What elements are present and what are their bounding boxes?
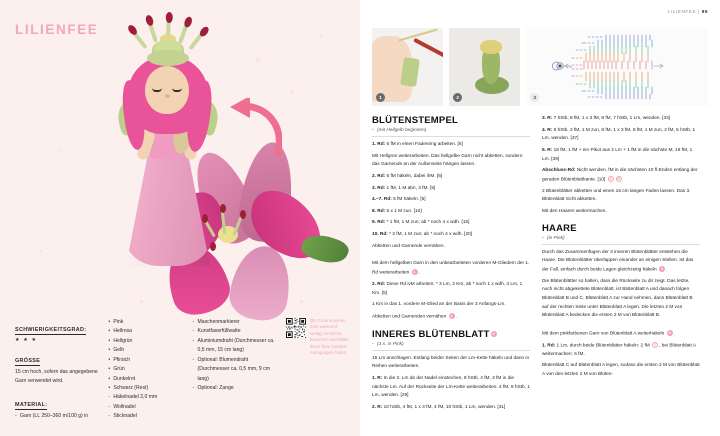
list-item: - Häkelnadel 2,0 mm xyxy=(108,393,183,402)
instruction-paragraph: 1. Rd: 1 Lm, durch beide Blütenblätter häkeln: 2 fM C , bei Blütenblatt A weitermachen: 6 fM. xyxy=(542,342,696,357)
instruction-body-bluetenstempel xyxy=(372,141,530,322)
instruction-paragraph: Mit den Haaren weitermachen. xyxy=(542,209,607,215)
qr-code-icon[interactable] xyxy=(286,318,306,338)
section-heading-inneres-bluetenblatt xyxy=(372,329,530,340)
list-item: • Gelb xyxy=(108,346,183,355)
divider xyxy=(372,350,530,351)
dress-shading xyxy=(126,146,210,266)
list-item: - Aluminiumdraht (Durchmesser ca. 0,5 mm, 15 cm lang) xyxy=(193,337,277,356)
section-heading-haare: HAARE xyxy=(542,222,577,234)
text-columns xyxy=(372,115,708,416)
folio-separator: | xyxy=(698,9,702,14)
instruction-paragraph: 1. R: In die 2. Lm ab der Nadel einstechen, 9 hStb, 4 fM, 3 fM in die nächste Lm. Auf der Rückseite der Lm-Kette weiterarbeiten. 4 fM, 9 hStb, 1 Lm, wenden. [29] xyxy=(372,376,530,399)
difficulty-label: SCHWIERIGKEITSGRAD: xyxy=(15,327,87,333)
size-text: 15 cm hoch, sofern das angegebene Garn verwendet wird. xyxy=(15,369,98,385)
list-item: • Pfirsich xyxy=(108,356,183,365)
list-item: - Optional: Zange xyxy=(193,384,277,393)
list-item: • Grün xyxy=(108,365,183,374)
instruction-paragraph: Abketten und Garnenden vernähen 2 . xyxy=(372,313,457,320)
instruction-paragraph: Durch das Zusammenfügen der 3 inneren Blütenblätter entstehen die Haare. Die Blütenblätter überlappen einander an einigen Stellen. Ist das der Fall, einfach durch beide Lagen gleichzeitig häkeln 4 . xyxy=(542,249,694,273)
divider xyxy=(542,244,700,245)
instruction-paragraph: 15 Lm anschlagen. Entlang beider Seiten der Lm-Kette häkeln und dann in Reihen weiterarbeiten. xyxy=(372,355,530,370)
difficulty-stars: ★ ★ ★ xyxy=(15,337,38,343)
instruction-paragraph: 10. Rd: * 2 fM, 1 M zun; ab * noch 4 x wdh. [20] xyxy=(372,232,473,238)
section-note: • (mit Hellgelb beginnen) xyxy=(372,128,530,133)
section-note: • (3 x, in Pink) xyxy=(372,342,530,347)
section-note: • (in Pink) xyxy=(542,236,700,241)
instruction-paragraph: 3. Rd: 1 fM, 1 M abn, 3 fM. [5] xyxy=(372,185,436,191)
list-item: - Wollnadel xyxy=(108,403,183,412)
step-number: 2 xyxy=(453,93,462,102)
list-item: - Optional: Blumendraht (Durchmesser ca. 0,5 mm, 9 cm lang) xyxy=(193,356,277,384)
list-item: • Schwarz (Rest) xyxy=(108,384,183,393)
divider xyxy=(372,136,530,137)
fairy-doll-photo xyxy=(112,18,222,268)
crochet-chart-svg xyxy=(526,28,708,106)
folio xyxy=(668,9,708,14)
list-item: • Hellrosa xyxy=(108,327,183,336)
material-label: MATERIAL: xyxy=(15,401,48,408)
section-heading-text: INNERES BLÜTENBLATT xyxy=(372,328,490,340)
instruction-body-continued xyxy=(542,115,700,217)
instruction-paragraph: Abschluss-Rd: Nicht wenden, fM in die nächsten 10 fl-Enden entlang der geraden Blütenblattkante. [10] A B xyxy=(542,168,698,183)
curved-arrow-icon xyxy=(228,98,282,160)
instruction-paragraph: 8. Rd: 5 x 1 M zun. [10] xyxy=(372,208,422,214)
info-column-tools xyxy=(193,318,277,427)
difficulty-block xyxy=(15,318,99,343)
material-yarn-list xyxy=(15,412,99,421)
text-column-2 xyxy=(542,115,700,416)
instruction-body-inneres-bluetenblatt xyxy=(372,355,530,413)
stamen xyxy=(178,22,189,44)
nose xyxy=(165,94,170,98)
crochet-chart-photo xyxy=(526,28,708,106)
yarn-color-list xyxy=(108,318,183,393)
instruction-paragraph: 9. Rd: * 1 fM, 1 M zun; ab * noch 4 x wdh. [15] xyxy=(372,220,470,226)
instruction-paragraph: 5. R: 18 fM, 1 fM + ein Pikot aus 2 Lm + 1 fM in die nächste M, 18 fM, 1 Lm. [39] xyxy=(542,147,693,162)
instruction-paragraph: 2. R: 10 hStb, 4 fM, 1 x 3 fM, 4 fM, 10 hStb, 1 Lm, wenden. [31] xyxy=(372,404,506,410)
section-heading-bluetenstempel: BLÜTENSTEMPEL xyxy=(372,115,458,126)
instruction-paragraph: Mit dem hellgelben Garn in den unbearbeiteten vorderen M-Gliedern der 1. Rd weiterarbeiten 1 . xyxy=(372,261,530,276)
material-block xyxy=(15,393,99,421)
page-title: LILIENFEE xyxy=(15,22,99,37)
info-column-left xyxy=(15,318,99,427)
folio-title: LILIENFEE xyxy=(667,9,697,14)
instruction-paragraph: 1. Rd: 6 fM in einen Fadenring arbeiten. [6] xyxy=(372,142,463,147)
stamen xyxy=(131,29,148,49)
stamen xyxy=(188,30,205,50)
step-photo-1 xyxy=(372,28,443,106)
instruction-paragraph: Blütenblatt C auf Blütenblatt A legen, sodass die ersten 2 M von Blütenblatt A von den letzten 2 M von Blüten- xyxy=(542,363,700,378)
instruction-paragraph: Mit Hellgrün weiterarbeiten. Das hellgelbe Garn nicht abketten, sondern das Garnende an der Außenseite hängen lassen. xyxy=(372,153,523,168)
size-block xyxy=(15,349,99,387)
stamen xyxy=(147,20,158,42)
instruction-paragraph: Abketten und Garnende vernähen. xyxy=(372,243,445,249)
instruction-body-haare xyxy=(542,249,700,380)
list-item: - Kunstfaserfüllwatte xyxy=(193,327,277,336)
size-label: GRÖSSE xyxy=(15,358,41,364)
hero-photo xyxy=(0,0,360,320)
instruction-paragraph: Die Blütenblätter so halten, dass die Rückseite zu dir zeigt. Das letzte, noch nicht abgekettete Blütenblatt, ist Blütenblatt A und danach folgen Blütenblatt B und C. Blütenblatt A zur Hand nehmen, dann Blütenblatt B auf der rechten Seite unter Blütenblatt A legen. Die letzten 2 M von Blütenblatt A bedecken die ersten 2 M von Blütenblatt B. xyxy=(542,278,693,319)
instruction-paragraph: 4.–7. Rd: 5 fM häkeln. [5] xyxy=(372,197,426,203)
step-number: 1 xyxy=(376,93,385,102)
instruction-paragraph: Mit dem pinkfarbenen Garn von Blütenblatt A weiterhäkeln 5 . xyxy=(542,331,675,337)
instruction-paragraph: 4. R: 5 hStb, 2 fM, 1 M zun, 8 fM, 1 x 3 fM, 8 fM, 1 M zun, 2 fM, 5 hStb, 1 Lm, wenden. [37] xyxy=(542,127,696,142)
folio-page-number: 95 xyxy=(701,9,708,14)
info-column-colors xyxy=(108,318,183,427)
tool-list-part2 xyxy=(193,318,277,393)
instruction-paragraph: 3. R: 7 hStb, 8 fM, 1 x 3 fM, 8 fM, 7 hStb, 1 Lm, wenden. [33] xyxy=(542,116,671,121)
list-item: - Maschenmarkierer xyxy=(193,318,277,327)
info-block xyxy=(15,318,350,427)
instruction-paragraph: 2. Rd: 6 fM häkeln, dabei ihM. [6] xyxy=(372,173,443,179)
qr-caption: QR-Code scannen oder www.emf-verlag.com/5310 besuchen und Bilder feiner bzw. kreative Anregungen finden. xyxy=(309,318,350,356)
instruction-paragraph: 2 Blütenblätter abketten und einen 15 cm langen Faden lassen. Das 3. Blütenblatt nicht abketten. xyxy=(542,188,691,203)
step-number: 3 xyxy=(530,93,539,102)
list-item: • Pink xyxy=(108,318,183,327)
list-item: - Garn (LL 250–360 m/100 g) in xyxy=(15,412,99,421)
instruction-paragraph: 2. Rd: Diese Rd ivM arbeiten: * 3 Lm, 2 Km; ab * noch 1 x wdh, 3 Lm, 1 Km. [5] xyxy=(372,281,523,296)
info-column-qr xyxy=(286,318,350,427)
stamen-crown xyxy=(140,18,196,62)
crown-brim xyxy=(147,50,189,66)
instruction-paragraph: 1 Km in das 1. vordere M-Glied an der Basis der 3 Anfangs-Lm. xyxy=(372,302,506,308)
step-marker: 3 xyxy=(492,332,495,337)
right-page xyxy=(360,0,720,436)
list-item: • Hellgrün xyxy=(108,337,183,346)
qr-block[interactable] xyxy=(286,318,350,357)
text-column-1 xyxy=(372,115,530,416)
step-photo-2 xyxy=(449,28,520,106)
photo-strip xyxy=(372,28,708,106)
tool-list-part1 xyxy=(108,393,183,421)
list-item: - Sticknadel xyxy=(108,412,183,421)
list-item: • Dunkelrot xyxy=(108,375,183,384)
